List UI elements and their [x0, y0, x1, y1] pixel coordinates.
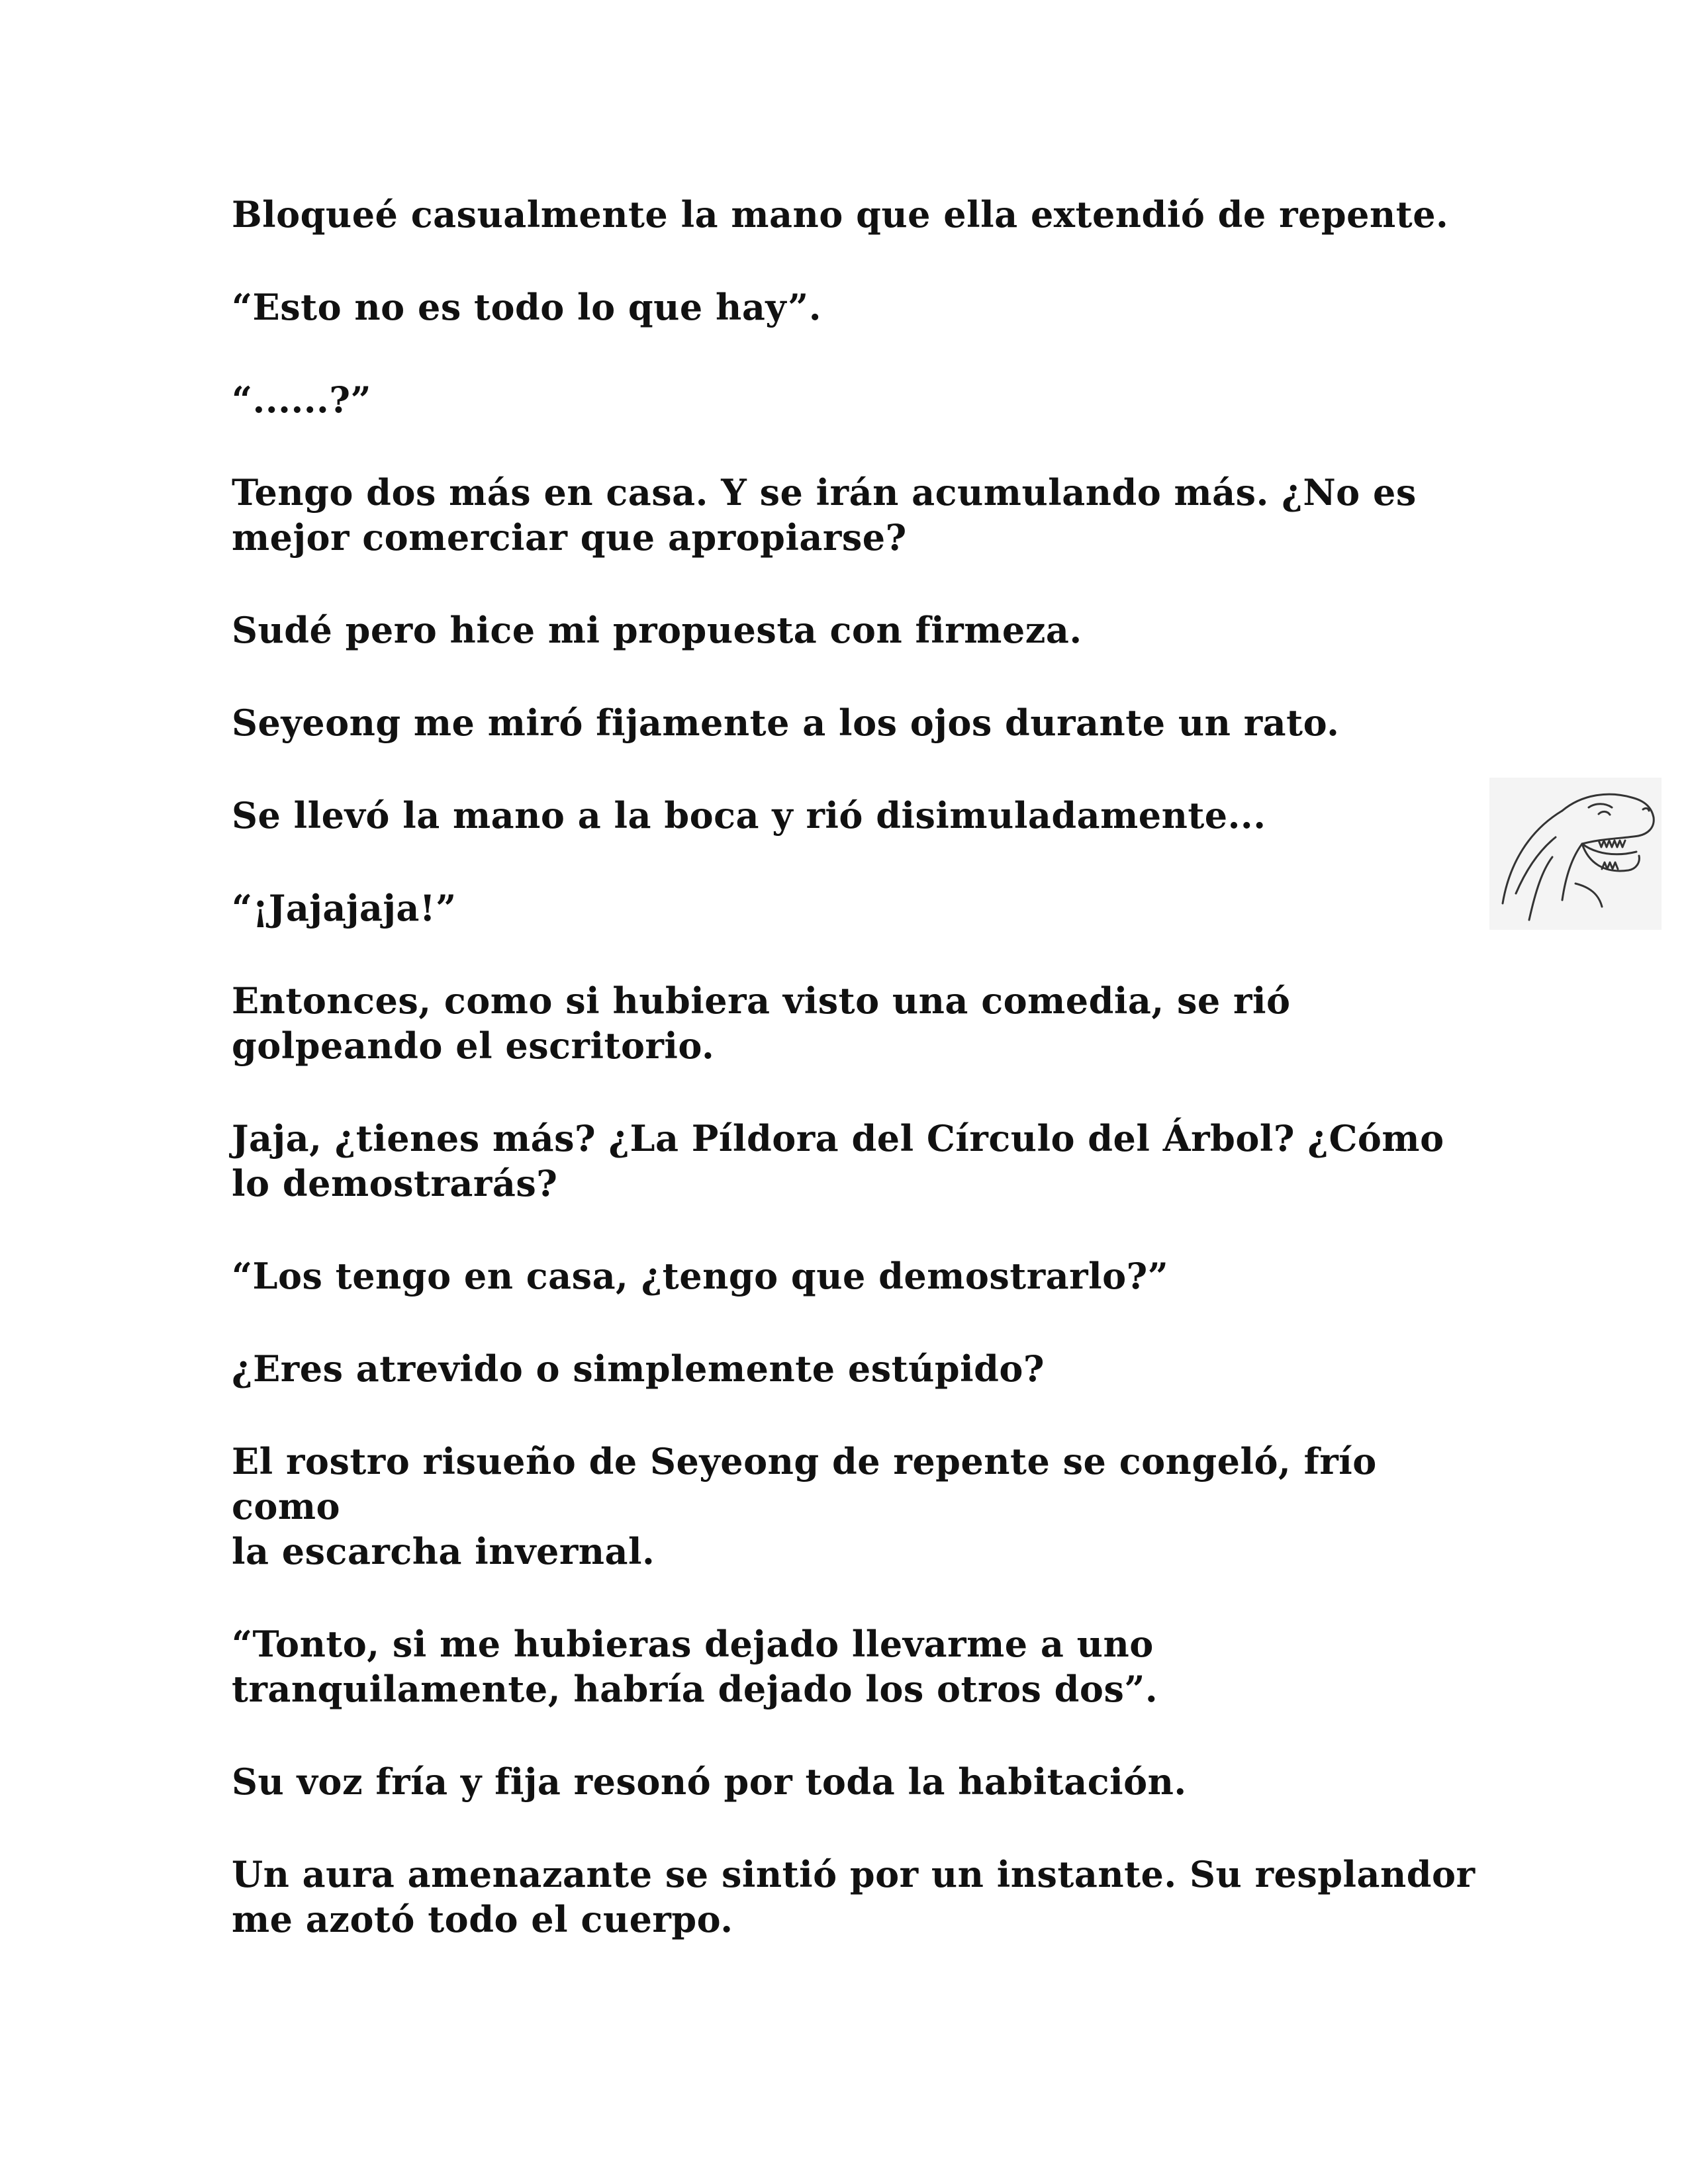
paragraph: Se llevó la mano a la boca y rió disimuladamente...	[232, 794, 1266, 837]
paragraph: ¿Eres atrevido o simplemente estúpido?	[232, 1347, 1045, 1390]
paragraph: “Esto no es todo lo que hay”.	[232, 286, 822, 328]
paragraph: Sudé pero hice mi propuesta con firmeza.	[232, 609, 1082, 651]
paragraph: Seyeong me miró fijamente a los ojos durante un rato.	[232, 702, 1340, 744]
paragraph: Jaja, ¿tienes más? ¿La Píldora del Círculo del Árbol? ¿Cómo lo demostrarás?	[232, 1117, 1444, 1205]
paragraph: Un aura amenazante se sintió por un instante. Su resplandor me azotó todo el cuerpo.	[232, 1853, 1476, 1940]
paragraph: El rostro risueño de Seyeong de repente se congeló, frío como la escarcha invernal.	[232, 1440, 1377, 1572]
dinosaur-head-icon	[1489, 778, 1662, 930]
document-body	[232, 192, 1476, 1989]
paragraph: “Tonto, si me hubieras dejado llevarme a uno tranquilamente, habría dejado los otros dos”.	[232, 1623, 1158, 1710]
paragraph: “......?”	[232, 379, 372, 421]
paragraph: Bloqueé casualmente la mano que ella extendió de repente.	[232, 193, 1449, 236]
paragraph: Tengo dos más en casa. Y se irán acumulando más. ¿No es mejor comerciar que apropiarse?	[232, 471, 1417, 559]
paragraph: “¡Jajajaja!”	[232, 887, 457, 929]
paragraph: “Los tengo en casa, ¿tengo que demostrarlo?”	[232, 1255, 1169, 1297]
paragraph: Entonces, como si hubiera visto una comedia, se rió golpeando el escritorio.	[232, 979, 1291, 1067]
paragraph: Su voz fría y fija resonó por toda la habitación.	[232, 1760, 1187, 1803]
